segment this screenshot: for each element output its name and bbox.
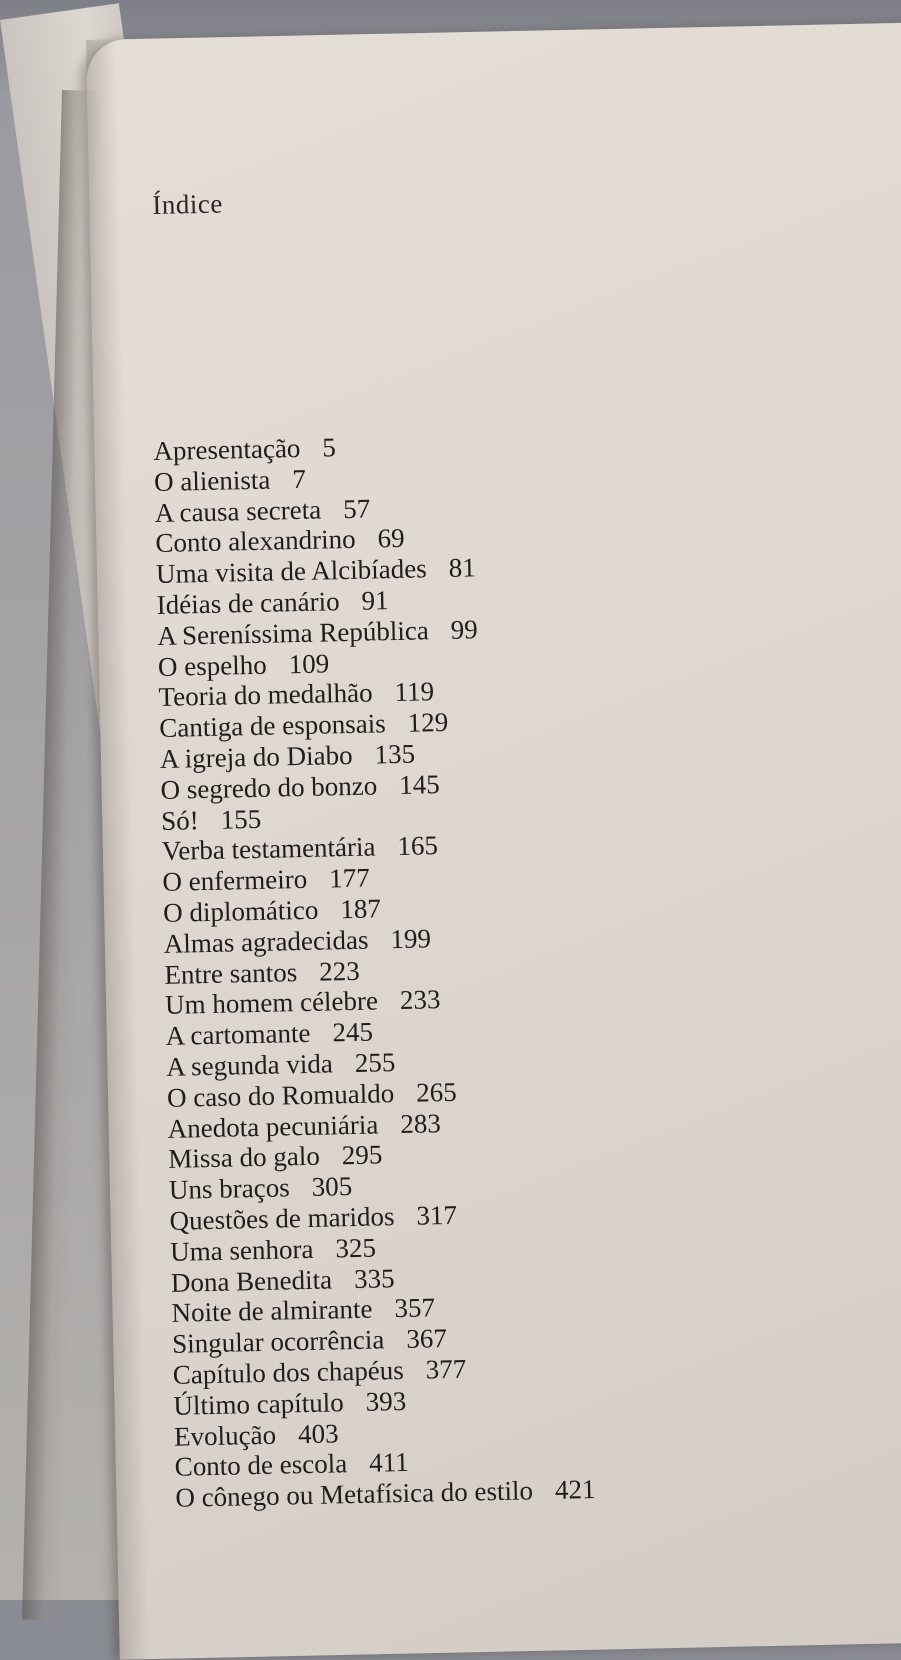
toc-entry-title: A igreja do Diabo [159,739,353,774]
toc-entry-title: Uma senhora [169,1233,314,1267]
toc-entry-title: O espelho [157,649,268,682]
toc-entry-title: Uma visita de Alcibíades [155,553,427,590]
toc-entry-title: Último capítulo [173,1386,344,1421]
toc-entry-page-number: 367 [405,1323,448,1355]
toc-entry-page-number: 377 [425,1353,467,1385]
toc-entry-page-number: 335 [353,1262,395,1294]
toc-entry-title: O diplomático [162,894,319,928]
toc-entry-title: Apresentação [153,432,301,467]
toc-entry-title: Conto de escola [174,1448,348,1483]
toc-entry-page-number: 57 [342,493,371,524]
toc-entry-title: Verba testamentária [161,831,376,867]
toc-entry-title: Missa do galo [167,1141,321,1175]
toc-entry-page-number: 317 [416,1199,458,1231]
toc-entry-page-number: 283 [399,1107,442,1139]
toc-entry-title: Singular ocorrência [171,1324,385,1359]
toc-entry-page-number: 165 [397,830,439,862]
toc-entry-page-number: 129 [407,707,449,738]
toc-entry-page-number: 265 [415,1076,457,1108]
toc-entry-title: Noite de almirante [171,1293,373,1329]
toc-entry-page-number: 357 [394,1292,436,1324]
toc-entry-page-number: 99 [450,614,479,645]
toc-entry-page-number: 325 [335,1232,377,1264]
toc-entry-page-number: 5 [322,432,337,463]
toc-entry-page-number: 199 [390,923,432,954]
toc-entry-page-number: 255 [354,1047,396,1078]
toc-entry-page-number: 81 [448,552,476,584]
table-of-contents [153,427,596,1513]
toc-entry-title: A Sereníssima República [157,615,430,651]
toc-entry-page-number: 411 [368,1447,409,1479]
toc-entry-title: Capítulo dos chapéus [172,1354,405,1390]
toc-entry-title: O caso do Romualdo [166,1077,395,1113]
toc-entry-page-number: 295 [341,1139,383,1171]
toc-entry-page-number: 421 [554,1474,596,1505]
toc-entry-page-number: 187 [340,893,382,925]
toc-entry-title: O segredo do bonzo [160,770,378,805]
toc-entry-page-number: 403 [297,1417,339,1449]
toc-entry-page-number: 69 [377,523,405,554]
toc-entry-title: Uns braços [168,1172,290,1205]
toc-entry-title: Anedota pecuniária [167,1109,379,1144]
toc-entry-title: Almas agradecidas [163,924,369,959]
toc-entry-title: Entre santos [164,956,298,990]
toc-entry-page-number: 155 [220,803,262,835]
toc-entry-title: Idéias de canário [156,586,340,620]
toc-entry-page-number: 109 [288,647,330,679]
toc-entry-page-number: 7 [291,463,307,494]
toc-entry-page-number: 393 [365,1385,407,1417]
toc-entry-title: O cônego ou Metafísica do estilo [175,1475,534,1513]
toc-entry-page-number: 177 [328,862,370,894]
toc-entry-page-number: 223 [318,955,360,987]
toc-entry-page-number: 245 [332,1016,374,1048]
toc-entry-title: Um homem célebre [164,985,379,1021]
toc-entry-title: O enfermeiro [162,864,308,898]
toc-entry-title: Evolução [173,1419,277,1452]
toc-entry-page-number: 135 [374,738,416,770]
toc-entry-title: A cartomante [165,1018,311,1052]
toc-entry-page-number: 145 [398,768,441,800]
page-content [152,175,901,1560]
toc-entry-page-number: 91 [361,585,389,616]
toc-entry-title: Questões de maridos [169,1201,395,1236]
toc-entry-title: A segunda vida [166,1048,334,1082]
toc-entry-title: O alienista [153,464,271,497]
toc-entry-page-number: 119 [394,676,435,708]
toc-entry-title: Só! [160,804,200,836]
toc-entry-title: Dona Benedita [170,1263,333,1298]
toc-entry-page-number: 305 [311,1171,353,1202]
page-title: Índice [152,188,224,220]
toc-entry-page-number: 233 [399,984,441,1016]
toc-entry-title: Conto alexandrino [155,524,356,559]
toc-entry-title: A causa secreta [154,494,322,528]
toc-entry-title: Cantiga de esponsais [158,708,387,744]
toc-entry-title: Teoria do medalhão [158,677,373,713]
